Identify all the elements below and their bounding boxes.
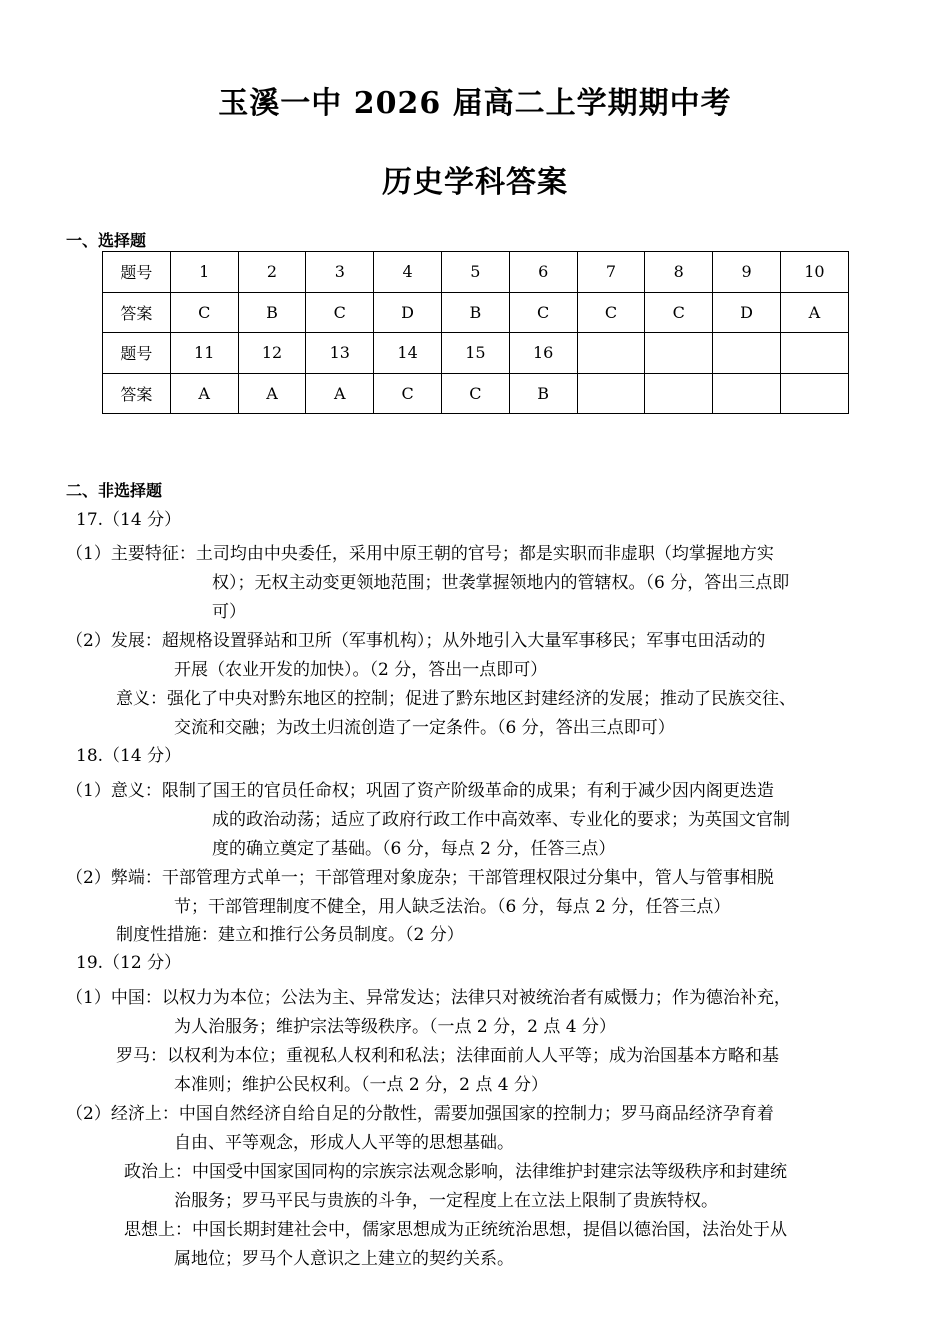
answer-cell: A	[238, 373, 306, 414]
answer-line: （2）经济上：中国自然经济自给自足的分散性，需要加强国家的控制力；罗马商品经济孕育着	[66, 1104, 774, 1124]
answer-cell: B	[509, 373, 577, 414]
answer-cell: C	[509, 292, 577, 333]
answer-line: 属地位；罗马个人意识之上建立的契约关系。	[174, 1249, 514, 1269]
row-label: 题号	[103, 333, 171, 374]
answer-line: 制度性措施：建立和推行公务员制度。（2 分）	[116, 925, 464, 945]
question-number: 14	[374, 333, 442, 374]
question-number: 3	[306, 252, 374, 293]
question-17-header: 17.（14 分）	[76, 510, 182, 530]
question-number: 16	[509, 333, 577, 374]
answer-line: （2）发展：超规格设置驿站和卫所（军事机构）；从外地引入大量军事移民；军事屯田活动的	[66, 631, 766, 651]
answer-cell	[645, 373, 713, 414]
answer-cell	[577, 373, 645, 414]
question-number: 2	[238, 252, 306, 293]
answer-line: （1）意义：限制了国王的官员任命权；巩固了资产阶级革命的成果；有利于减少因内阁更迭造	[66, 781, 774, 801]
answer-line: 思想上：中国长期封建社会中，儒家思想成为正统统治思想，提倡以德治国，法治处于从	[124, 1220, 787, 1240]
answer-line: （1）主要特征：土司均由中央委任，采用中原王朝的官号；都是实职而非虚职（均掌握地方实	[66, 544, 774, 564]
question-number: 11	[170, 333, 238, 374]
question-number: 7	[577, 252, 645, 293]
answer-cell: A	[306, 373, 374, 414]
answer-line: 本准则；维护公民权利。（一点 2 分，2 点 4 分）	[174, 1075, 548, 1095]
question-number: 6	[509, 252, 577, 293]
answer-line: 可）	[212, 602, 246, 622]
question-number: 8	[645, 252, 713, 293]
table-row	[103, 252, 849, 293]
answer-line: 交流和交融；为改土归流创造了一定条件。（6 分，答出三点即可）	[174, 718, 675, 738]
question-number	[713, 333, 781, 374]
row-label: 题号	[103, 252, 171, 293]
section-heading-essay: 二、非选择题	[66, 481, 163, 500]
table-row	[103, 373, 849, 414]
answer-line: 成的政治动荡；适应了政府行政工作中高效率、专业化的要求；为英国文官制	[212, 810, 790, 830]
answer-cell: C	[441, 373, 509, 414]
answer-cell: D	[374, 292, 442, 333]
question-19-header: 19.（12 分）	[76, 953, 182, 973]
answer-cell: B	[441, 292, 509, 333]
row-label: 答案	[103, 292, 171, 333]
table-row	[103, 292, 849, 333]
answer-line: 度的确立奠定了基础。（6 分，每点 2 分，任答三点）	[212, 839, 616, 859]
question-18-header: 18.（14 分）	[76, 746, 182, 766]
answer-cell: C	[645, 292, 713, 333]
answer-cell	[780, 373, 848, 414]
question-number	[645, 333, 713, 374]
answer-cell	[713, 373, 781, 414]
answer-cell: C	[306, 292, 374, 333]
answer-line: 节；干部管理制度不健全，用人缺乏法治。（6 分，每点 2 分，任答三点）	[174, 897, 731, 917]
answer-cell: C	[170, 292, 238, 333]
question-number	[577, 333, 645, 374]
answer-line: （2）弊端：干部管理方式单一；干部管理对象庞杂；干部管理权限过分集中，管人与管事相脱	[66, 868, 774, 888]
table-row	[103, 333, 849, 374]
question-number: 1	[170, 252, 238, 293]
exam-title: 玉溪一中 2026 届高二上学期期中考	[218, 86, 732, 121]
question-number: 5	[441, 252, 509, 293]
row-label: 答案	[103, 373, 171, 414]
question-number: 4	[374, 252, 442, 293]
answer-line: 权）；无权主动变更领地范围；世袭掌握领地内的管辖权。（6 分，答出三点即	[212, 573, 790, 593]
question-number: 13	[306, 333, 374, 374]
answer-table	[102, 251, 849, 414]
answer-cell: C	[374, 373, 442, 414]
section-heading-choice: 一、选择题	[66, 231, 147, 250]
answer-line: 罗马：以权利为本位；重视私人权利和私法；法律面前人人平等；成为治国基本方略和基	[116, 1046, 779, 1066]
answer-line: 开展（农业开发的加快）。（2 分，答出一点即可）	[174, 660, 548, 680]
question-number: 12	[238, 333, 306, 374]
answer-line: 为人治服务；维护宗法等级秩序。（一点 2 分，2 点 4 分）	[174, 1017, 616, 1037]
question-number: 15	[441, 333, 509, 374]
answer-cell: A	[780, 292, 848, 333]
answer-line: 意义：强化了中央对黔东地区的控制；促进了黔东地区封建经济的发展；推动了民族交往、	[116, 689, 796, 709]
question-number: 9	[713, 252, 781, 293]
answer-cell: A	[170, 373, 238, 414]
question-number: 10	[780, 252, 848, 293]
answer-cell: D	[713, 292, 781, 333]
answer-cell: B	[238, 292, 306, 333]
subject-title: 历史学科答案	[382, 165, 568, 200]
answer-line: （1）中国：以权力为本位；公法为主、异常发达；法律只对被统治者有威慑力；作为德治补充，	[66, 988, 791, 1008]
question-number	[780, 333, 848, 374]
answer-line: 治服务；罗马平民与贵族的斗争，一定程度上在立法上限制了贵族特权。	[174, 1191, 718, 1211]
answer-line: 政治上：中国受中国家国同构的宗族宗法观念影响，法律维护封建宗法等级秩序和封建统	[124, 1162, 787, 1182]
answer-line: 自由、平等观念，形成人人平等的思想基础。	[174, 1133, 514, 1153]
answer-cell: C	[577, 292, 645, 333]
